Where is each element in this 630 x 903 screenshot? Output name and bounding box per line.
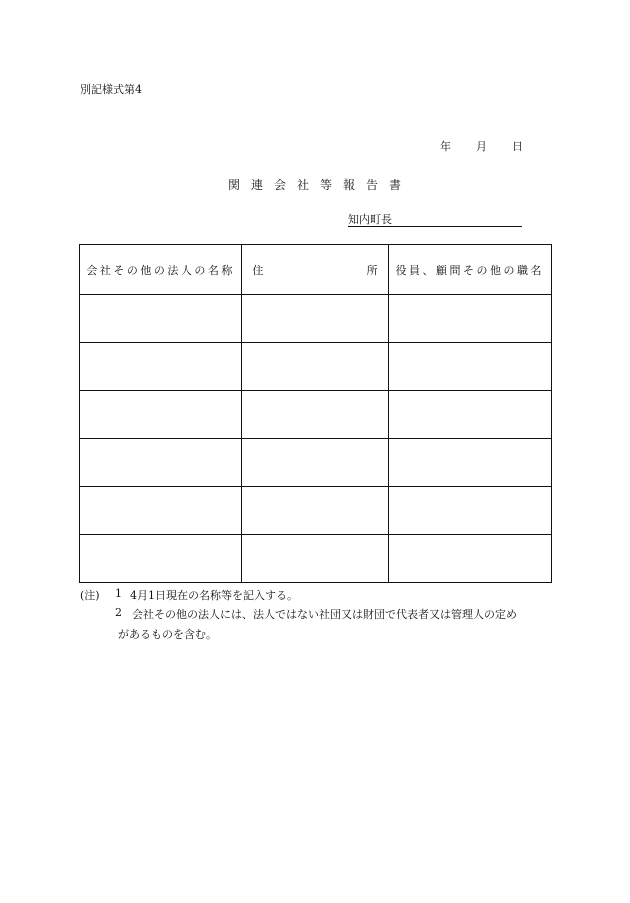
- table-row: [80, 295, 552, 343]
- form-number: 別記様式第4: [80, 83, 142, 96]
- cell-address: [242, 487, 388, 535]
- addressee: 知内町長: [348, 213, 392, 226]
- cell-address: [242, 439, 388, 487]
- notes-label: (注): [80, 589, 100, 602]
- date-month-label: 月: [476, 140, 487, 153]
- table-row: [80, 487, 552, 535]
- header-position: 役員、顧問その他の職名: [388, 245, 551, 295]
- header-address-right: 所: [366, 263, 378, 277]
- table-row: [80, 391, 552, 439]
- cell-company-name: [80, 295, 242, 343]
- date-day-label: 日: [512, 140, 523, 153]
- cell-position: [388, 439, 551, 487]
- date-year-label: 年: [440, 140, 451, 153]
- cell-address: [242, 343, 388, 391]
- report-table: [79, 244, 552, 583]
- note-text: 会社その他の法人には、法人ではない社団又は財団で代表者又は管理人の定め: [132, 608, 517, 621]
- cell-position: [388, 391, 551, 439]
- document-title: 関連会社等報告書: [228, 178, 413, 192]
- header-address: [242, 245, 388, 295]
- header-company-name: 会社その他の法人の名称: [80, 245, 242, 295]
- cell-position: [388, 535, 551, 583]
- note-number: 1: [115, 587, 122, 600]
- note-text: 4月1日現在の名称等を記入する。: [130, 589, 298, 602]
- cell-position: [388, 295, 551, 343]
- table-header-row: [80, 245, 552, 295]
- cell-address: [242, 391, 388, 439]
- cell-address: [242, 535, 388, 583]
- cell-company-name: [80, 343, 242, 391]
- note-text-continuation: があるものを含む。: [118, 628, 217, 641]
- cell-address: [242, 295, 388, 343]
- cell-company-name: [80, 439, 242, 487]
- cell-company-name: [80, 391, 242, 439]
- table-row: [80, 343, 552, 391]
- note-number: 2: [115, 606, 122, 619]
- table-row: [80, 439, 552, 487]
- date-line: [440, 138, 523, 154]
- cell-company-name: [80, 487, 242, 535]
- addressee-underline: [348, 226, 522, 227]
- header-address-left: 住: [252, 263, 264, 277]
- cell-position: [388, 343, 551, 391]
- cell-position: [388, 487, 551, 535]
- table-row: [80, 535, 552, 583]
- cell-company-name: [80, 535, 242, 583]
